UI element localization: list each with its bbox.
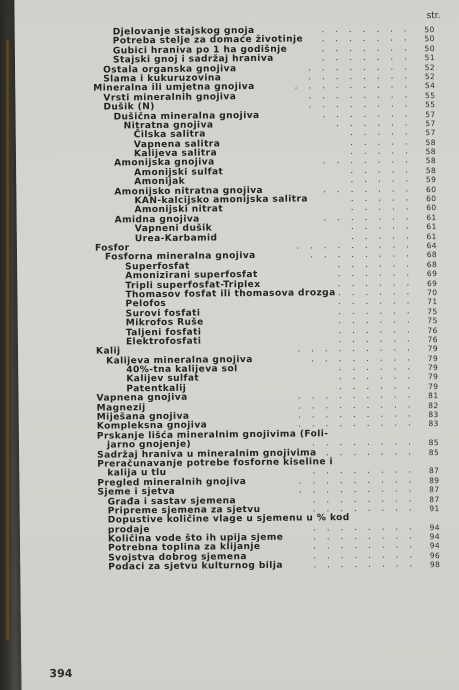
- toc-entry-title: Vapneni dušik: [134, 223, 213, 235]
- toc-entry-page: 68: [426, 259, 438, 269]
- toc-entry-page: 94: [429, 541, 441, 551]
- toc-entry-title: Amonijsko nitratna gnojiva: [114, 185, 264, 198]
- leader-dots: . . . . . . . .: [310, 249, 414, 261]
- toc-entry-title: jarno gnojenje): [106, 439, 192, 451]
- toc-entry-title: Gubici hraniva po 1 ha godišnje: [112, 44, 288, 57]
- leader-dots: . . . . . . .: [321, 52, 412, 64]
- leader-dots: . . . . . . . .: [312, 465, 416, 477]
- toc-entry-title: Potreba stelje za domaće životinje: [112, 34, 304, 47]
- toc-entry-page: 69: [426, 269, 438, 279]
- toc-entry-title: Mineralna ili umjetna gnojiva: [93, 82, 255, 95]
- toc-entry-title: Amonijski sulfat: [134, 167, 224, 179]
- leader-dots: . . . . . .: [338, 306, 414, 317]
- toc-entry-title: Fosforna mineralna gnojiva: [104, 251, 256, 263]
- toc-entry-page: 94: [429, 522, 440, 532]
- leader-dots: . . . . . . . .: [313, 559, 417, 571]
- leader-dots: . . . . . . . .: [312, 522, 416, 534]
- toc-entry-title: Thomasov fosfat ili thomasova drozga: [125, 288, 336, 301]
- toc-entry-page: 68: [426, 250, 438, 260]
- leader-dots: . . . . . . . . .: [298, 475, 416, 487]
- toc-entry-title: kalija u tlu: [107, 468, 167, 479]
- toc-entry-title: Amonijska gnojiva: [114, 157, 215, 169]
- toc-entry-page: 55: [424, 90, 436, 100]
- toc-entry-title: Svojstva dobrog sjemena: [108, 551, 247, 564]
- toc-entry-title: Ostala organska gnojiva: [103, 63, 237, 76]
- toc-entry-title: Amonijak: [134, 176, 186, 188]
- toc-entry-page: 71: [427, 297, 438, 307]
- toc-entry-title: Stajski gnoj i sadržaj hraniva: [112, 53, 274, 66]
- spine-cover-edge: [6, 40, 9, 640]
- toc-entry-page: 54: [424, 81, 436, 91]
- toc-entry-title: Mikrofos Ruše: [125, 317, 204, 329]
- toc-entry-page: 76: [427, 325, 438, 335]
- leader-dots: . . . . . . . . .: [298, 446, 416, 459]
- toc-entry-page: 60: [425, 184, 437, 194]
- page-column-label: str.: [426, 11, 441, 22]
- leader-dots: . . . . .: [350, 202, 413, 214]
- toc-entry-page: 85: [428, 447, 440, 457]
- toc-entry-page: 83: [428, 419, 439, 429]
- leader-dots: . . . . . .: [338, 334, 414, 345]
- toc-entry-page: 82: [428, 400, 439, 410]
- toc-entry-title: Vapnena gnojiva: [96, 392, 188, 404]
- toc-entry-title: Pripreme sjemena za sjetvu: [107, 504, 261, 517]
- leader-dots: . . . . .: [349, 127, 412, 139]
- leader-dots: . . . . . . . .: [312, 493, 416, 505]
- toc-entry-page: 51: [424, 53, 436, 63]
- toc-entry-title: Superfosfat: [125, 261, 190, 273]
- toc-entry-title: Djelovanje stajskog gnoja: [112, 25, 255, 38]
- toc-entry-page: 52: [424, 72, 436, 82]
- page-number: 394: [49, 666, 73, 681]
- toc-entry-page: 87: [429, 485, 440, 495]
- leader-dots: . . . . . . .: [321, 33, 411, 45]
- toc-entry-page: 57: [425, 128, 436, 138]
- toc-entry-title: Urea-Karbamid: [134, 232, 218, 244]
- leader-dots: . . . . . .: [338, 381, 415, 392]
- toc-entry-title: Fosfor: [94, 243, 130, 254]
- leader-dots: . . . . . . . . .: [298, 484, 416, 496]
- toc-entry-page: 61: [426, 231, 437, 241]
- toc-entry-title: Kompleksna gnojiva: [96, 420, 208, 433]
- leader-dots: . . . . . . . . .: [296, 240, 413, 252]
- leader-dots: . . . . . .: [337, 259, 414, 270]
- toc-entry-page: 79: [427, 363, 439, 373]
- leader-dots: . . . . . . . .: [313, 550, 417, 562]
- toc-entry-title: Amonizirani superfosfat: [125, 270, 258, 282]
- toc-entry-page: 70: [427, 288, 438, 298]
- toc-entry-title: Miješana gnojiva: [96, 411, 190, 423]
- toc-entry-page: 94: [429, 532, 441, 542]
- toc-entry-title: Građa i sastav sjemena: [107, 495, 237, 508]
- leader-dots: . . . . . . . .: [312, 503, 416, 515]
- toc-entry-page: 79: [427, 372, 439, 382]
- toc-entry-title: Kalijeva mineralna gnojiva: [106, 354, 253, 367]
- toc-entry-page: 83: [428, 410, 439, 420]
- leader-dots: . . . . . .: [338, 362, 415, 374]
- leader-dots: . . . . . .: [337, 296, 414, 308]
- leader-dots: . . . . . . . . .: [297, 399, 415, 412]
- toc-entry-title: Slama i kukuruzovina: [103, 73, 222, 85]
- toc-entry-page: 79: [427, 353, 439, 363]
- book-page: [14, 0, 459, 690]
- leader-dots: . . . . .: [350, 137, 412, 148]
- toc-entry-title: Amonijski nitrat: [134, 204, 224, 216]
- toc-entry-title: Tripli superfosfat-Triplex: [125, 279, 261, 291]
- toc-entry-page: 50: [424, 43, 435, 53]
- leader-dots: . . . . . . . . .: [297, 390, 415, 402]
- toc-entry-title: Kalijeva salitra: [133, 148, 218, 160]
- toc-entry-page: 58: [425, 137, 436, 147]
- toc-entry-page: 91: [429, 503, 440, 514]
- toc-entry-title: Surovi fosfati: [125, 308, 201, 320]
- toc-entry-page: 87: [429, 494, 440, 504]
- toc-entry-page: 64: [426, 241, 437, 251]
- toc-entry-page: 75: [427, 316, 438, 326]
- toc-entry-page: 87: [428, 466, 440, 476]
- toc-entry-title: Vapnena salitra: [133, 139, 221, 150]
- toc-entry-page: 59: [425, 175, 437, 185]
- leader-dots: . . . . . .: [338, 371, 415, 383]
- toc-entry-page: 61: [426, 212, 437, 222]
- leader-dots: . . . . .: [351, 230, 413, 242]
- toc-entry-title: Prskanje lišća mineralnim gnojivima (Foli-: [96, 429, 329, 442]
- toc-entry-title: Nitratna gnojiva: [123, 120, 214, 132]
- leader-dots: . . . . .: [350, 174, 413, 186]
- leader-dots: . . . . . . . .: [311, 352, 415, 365]
- toc-entry-title: Sadržaj hraniva u mineralnim gnojivima: [97, 447, 317, 461]
- toc-entry-page: 69: [426, 278, 438, 288]
- toc-entry-title: Elektrofosfati: [125, 336, 202, 348]
- table-of-contents: [15, 25, 451, 574]
- toc-entry-page: 57: [425, 109, 436, 119]
- leader-dots: . . . . . .: [337, 287, 414, 299]
- leader-dots: . . . . . . . . .: [294, 80, 412, 92]
- leader-dots: . . . . . .: [337, 268, 414, 280]
- leader-dots: . . . . . . . . .: [298, 409, 415, 421]
- leader-dots: . . . . . . .: [323, 212, 413, 224]
- leader-dots: . . . . . . . . .: [298, 418, 415, 430]
- toc-entry-title: Vrsti mineralnih gnojiva: [103, 91, 237, 104]
- leader-dots: . . . . . .: [337, 277, 414, 289]
- toc-entry-title: Dušična mineralna gnojiva: [113, 110, 260, 122]
- toc-entry-page: 89: [428, 475, 440, 485]
- toc-entry-page: 58: [425, 165, 437, 176]
- leader-dots: . . . . . . . .: [313, 531, 417, 543]
- leader-dots: . . . . . . .: [321, 43, 411, 55]
- toc-entry-page: 85: [428, 438, 440, 448]
- leader-dots: . . . . .: [350, 165, 413, 176]
- leader-dots: . . . . . . . .: [308, 90, 412, 102]
- leader-dots: . . . . . . . . .: [297, 343, 415, 355]
- leader-dots: . . . . . . .: [322, 108, 412, 120]
- toc-entry-title: Kalij: [95, 346, 121, 357]
- leader-dots: . . . . . . . .: [308, 61, 412, 73]
- toc-entry-page: 57: [425, 118, 436, 129]
- leader-dots: . . . . . .: [336, 118, 412, 130]
- toc-entry-page: 79: [428, 381, 439, 392]
- toc-entry-page: 76: [427, 334, 438, 345]
- toc-entry-page: 79: [427, 344, 439, 354]
- leader-dots: . . . . .: [350, 193, 413, 204]
- toc-entry-title: Kalijev sulfat: [126, 374, 200, 385]
- toc-entry-title: Amidna gnojiva: [114, 214, 200, 226]
- toc-entry-title: prodaje: [107, 524, 150, 536]
- toc-entry-page: 60: [426, 194, 437, 204]
- toc-entry-page: 58: [425, 147, 436, 157]
- toc-entry-page: 58: [425, 156, 437, 166]
- toc-entry-title: 40%-tna kalijeva sol: [126, 364, 238, 376]
- toc-entry-title: Taljeni fosfati: [125, 327, 202, 338]
- leader-dots: . . . . . . . .: [312, 437, 416, 449]
- toc-entry-title: Preračunavanje potrebe fosforne kiseline i: [97, 457, 334, 470]
- toc-entry-title: Patentkalij: [126, 383, 187, 395]
- toc-entry-title: Magnezij: [96, 402, 146, 414]
- leader-dots: . . . . . . .: [323, 183, 413, 195]
- toc-entry-page: 81: [428, 391, 439, 401]
- toc-entry-title: Podaci za sjetvu kulturnog bilja: [108, 560, 283, 573]
- toc-entry-page: 50: [424, 25, 435, 35]
- toc-entry-page: 50: [424, 34, 435, 44]
- toc-entry-page: 52: [424, 62, 436, 72]
- leader-dots: . . . . . .: [338, 324, 414, 336]
- toc-entry-page: 96: [429, 550, 441, 561]
- toc-entry-page: 61: [426, 222, 437, 232]
- leader-dots: . . . . . .: [338, 315, 414, 327]
- toc-entry-title: KAN-kalcijsko amonijska salitra: [134, 194, 309, 207]
- toc-entry-title: Količina vode što ih upija sjeme: [107, 532, 284, 545]
- toc-entry-page: 75: [427, 306, 438, 316]
- toc-entry-page: 60: [426, 203, 437, 213]
- toc-entry-title: Čilska salitra: [133, 129, 206, 141]
- leader-dots: . . . . . . . .: [308, 71, 412, 83]
- toc-entry-title: Potrebna toplina za klijanje: [108, 542, 261, 555]
- leader-dots: . . . . . . .: [321, 24, 411, 36]
- leader-dots: . . . . .: [350, 221, 413, 233]
- toc-entry-title: Pelofos: [125, 299, 167, 310]
- toc-entry-title: Dušik (N): [103, 102, 155, 113]
- toc-entry-title: Pregled mineralnih gnojiva: [97, 476, 247, 489]
- leader-dots: . . . . . . . .: [308, 99, 412, 111]
- toc-entry-title: Dopustive količine vlage u sjemenu u % kod: [107, 513, 350, 526]
- leader-dots: . . . . . . .: [322, 155, 413, 167]
- leader-dots: . . . . . . . .: [313, 540, 417, 552]
- toc-entry-page: 98: [429, 560, 441, 570]
- toc-entry-title: Sjeme i sjetva: [97, 486, 176, 498]
- toc-entry-page: 55: [425, 100, 436, 110]
- leader-dots: . . . . .: [350, 146, 412, 158]
